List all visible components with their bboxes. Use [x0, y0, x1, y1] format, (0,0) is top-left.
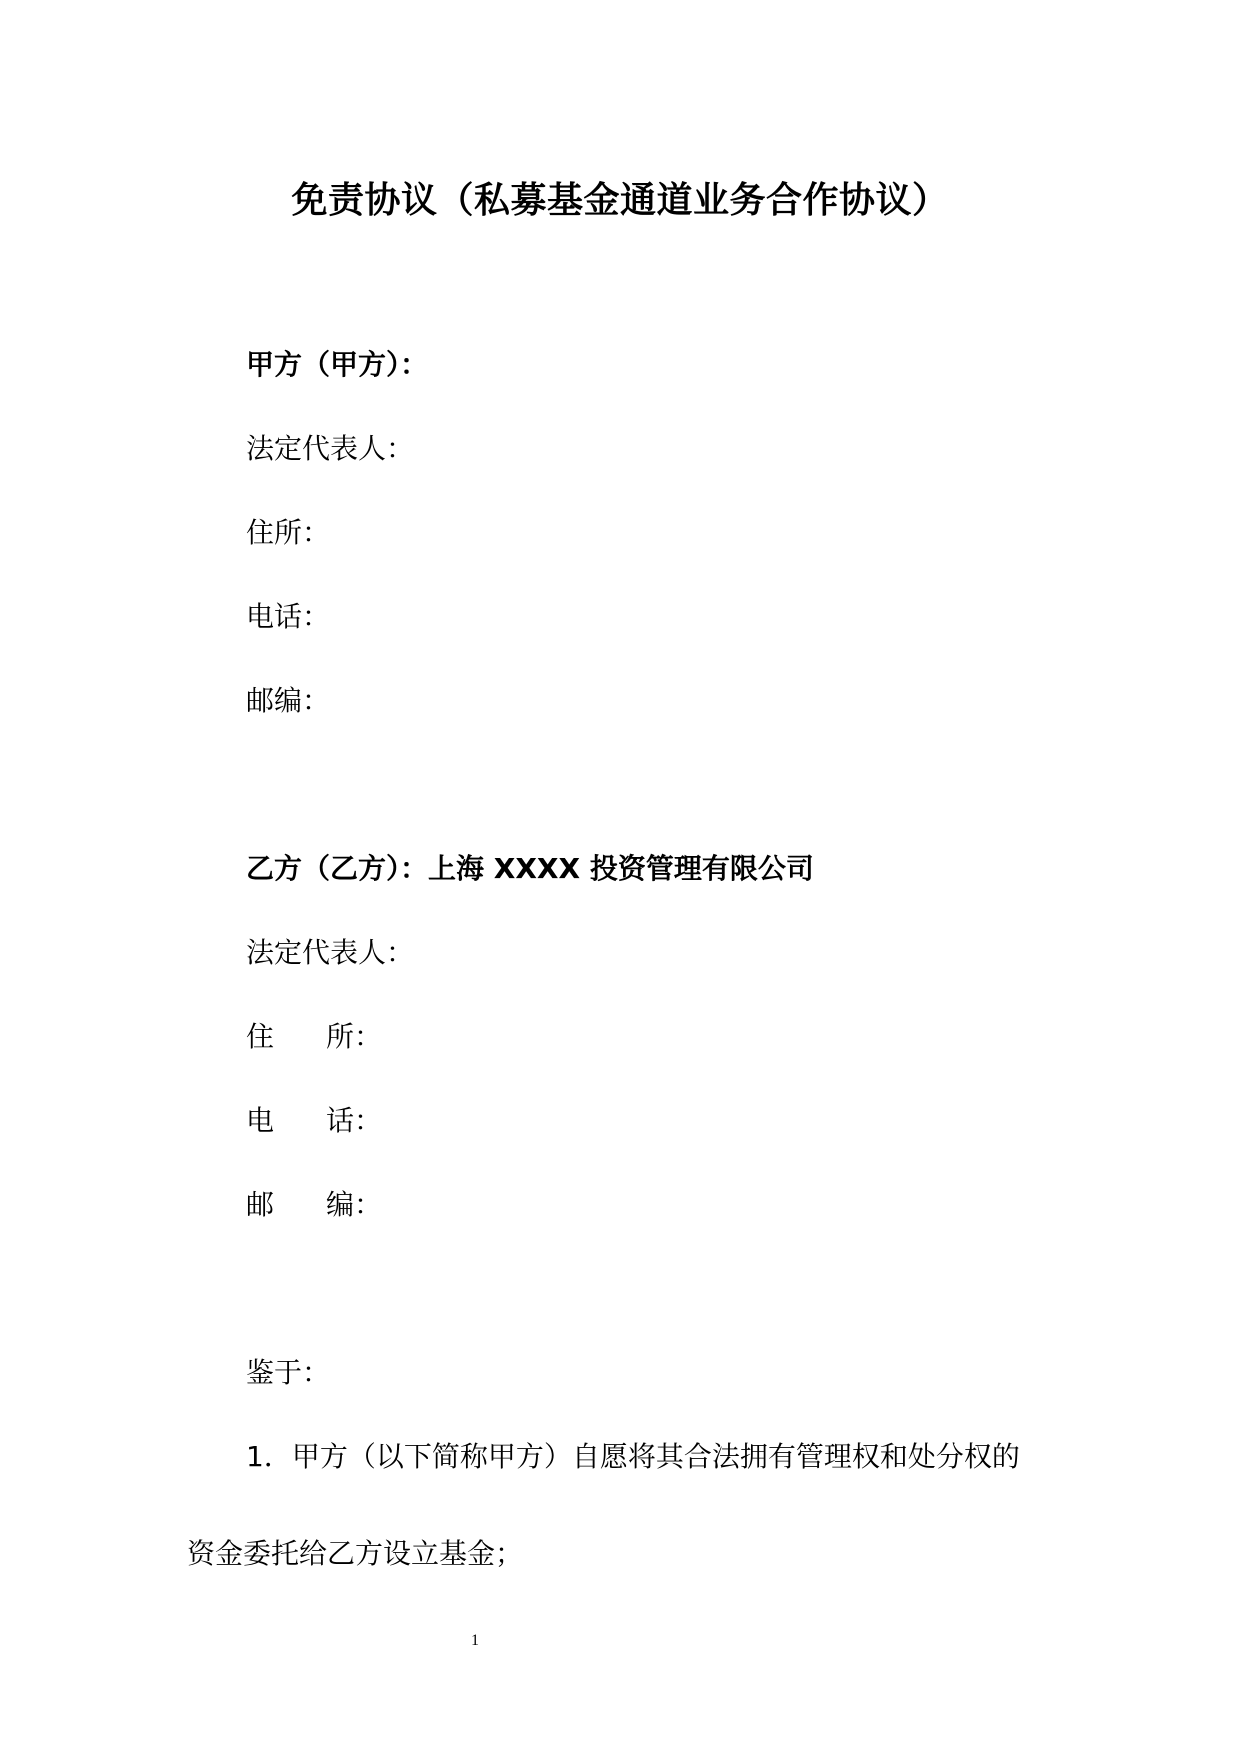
clause-1-line-1: 1．甲方（以下简称甲方）自愿将其合法拥有管理权和处分权的	[246, 1440, 1020, 1473]
party-b-postcode-label	[246, 1188, 382, 1222]
party-b-heading: 乙方（乙方）：上海 XXXX 投资管理有限公司	[246, 852, 814, 885]
whereas-label: 鉴于：	[246, 1356, 331, 1389]
party-b-phone-char1: 电	[246, 1104, 275, 1137]
party-b-address-char1: 住	[246, 1020, 275, 1053]
party-a-phone-label: 电话：	[246, 600, 331, 633]
party-b-address-label	[246, 1020, 382, 1054]
party-b-postcode-char2: 编：	[326, 1188, 383, 1221]
party-a-address-label: 住所：	[246, 516, 331, 549]
party-a-heading: 甲方（甲方）：	[246, 348, 429, 381]
party-b-phone-label	[246, 1104, 382, 1138]
party-a-postcode-label: 邮编：	[246, 684, 331, 717]
clause-1-line-2: 资金委托给乙方设立基金；	[187, 1537, 524, 1570]
page-number: 1	[471, 1632, 479, 1649]
party-b-postcode-char1: 邮	[246, 1188, 275, 1221]
document-title: 免责协议（私募基金通道业务合作协议）	[291, 180, 949, 221]
party-b-phone-char2: 话：	[326, 1104, 383, 1137]
party-b-legal-rep-label: 法定代表人：	[246, 936, 415, 969]
party-a-legal-rep-label: 法定代表人：	[246, 432, 415, 465]
party-b-address-char2: 所：	[326, 1020, 383, 1053]
